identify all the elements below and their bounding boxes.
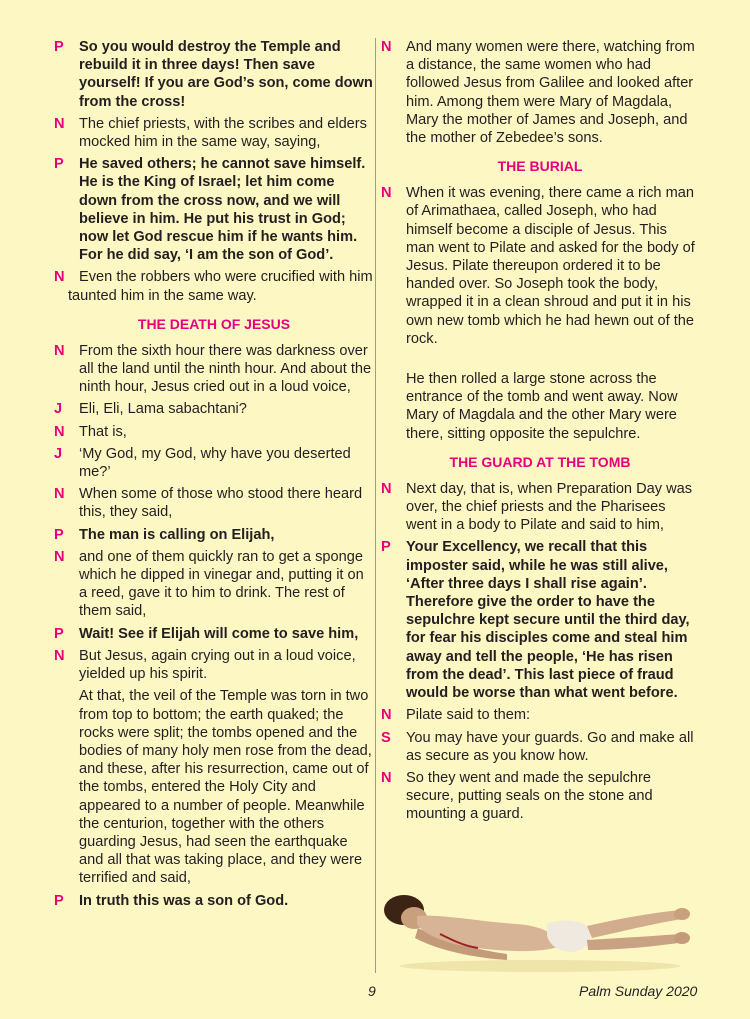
reading-text: You may have your guards. Go and make all as secure as you know how. bbox=[406, 729, 694, 764]
column-divider bbox=[375, 38, 376, 973]
footer-title: Palm Sunday 2020 bbox=[579, 983, 698, 999]
reading-text: Pilate said to them: bbox=[406, 707, 531, 724]
page-number: 9 bbox=[368, 983, 376, 999]
speaker-tag: N bbox=[381, 707, 392, 724]
reading-text: So you would destroy the Temple and rebuild it in three days! Then save yourself! If you are God’s son, come down from the cross! bbox=[79, 39, 373, 110]
speaker-tag: N bbox=[54, 548, 65, 565]
speaker-tag: P bbox=[54, 156, 64, 173]
narration-continuation: He then rolled a large stone across the entrance of the tomb and went away. Now Mary of Magdala and the other Mary were there, sitting opposite the sepulchre. bbox=[406, 371, 678, 442]
speaker-tag: P bbox=[381, 539, 391, 556]
reading-line bbox=[54, 445, 374, 481]
speaker-tag: P bbox=[54, 39, 64, 55]
reading-line bbox=[381, 184, 699, 348]
speaker-tag: P bbox=[54, 892, 64, 909]
left-column bbox=[54, 38, 374, 914]
reading-line bbox=[54, 400, 374, 418]
reading-text: When it was evening, there came a rich man of Arimathaea, called Joseph, who had himself become a disciple of Jesus. This man went to Pilate and asked for the body of Jesus. Pilate thereupon ordered it to be handed over. So Joseph took the body, wrapped it in a clean shroud and put it in his own new tomb which he had hewn out of the rock. bbox=[406, 185, 695, 347]
reading-text: and one of them quickly ran to get a sponge which he dipped in vinegar and, putting it on a reed, gave it to him to drink. The rest of them said, bbox=[79, 548, 364, 620]
reading-line bbox=[54, 115, 374, 151]
reading-line bbox=[54, 625, 374, 643]
reading-text: He saved others; he cannot save himself. He is the King of Israel; let him come down from the cross now, and we will believe in him. He put his trust in God; now let God rescue him if he wants him. For he did say, ‘I am the son of God’. bbox=[79, 156, 366, 264]
speaker-tag: N bbox=[381, 39, 392, 55]
reading-line bbox=[54, 268, 374, 304]
reading-line bbox=[381, 38, 699, 147]
reading-line bbox=[54, 526, 374, 544]
speaker-tag: P bbox=[54, 625, 64, 642]
speaker-tag: N bbox=[54, 269, 65, 286]
reading-line bbox=[54, 155, 374, 264]
speaker-tag: J bbox=[54, 445, 63, 462]
speaker-tag: N bbox=[381, 480, 392, 497]
reading-text: Your Excellency, we recall that this imposter said, while he was still alive, ‘After three days I shall rise again’. Therefore give the order to have the sepulchre kept secure until the third day, for fear his disciples come and steal him away and tell the people, ‘He has risen from the dead’. This last piece of fraud would be worse than what went before. bbox=[406, 539, 690, 702]
reading-line bbox=[54, 38, 374, 111]
spacer bbox=[381, 352, 699, 370]
reading-text: That is, bbox=[79, 423, 127, 440]
section-heading: THE BURIAL bbox=[497, 158, 583, 175]
reading-text: ‘My God, my God, why have you deserted me?’ bbox=[79, 445, 351, 481]
reading-text: Next day, that is, when Preparation Day was over, the chief priests and the Pharisees went in a body to Pilate and said to him, bbox=[406, 480, 693, 534]
reading-text: And many women were there, watching from a distance, the same women who had followed Jesus from Galilee and looked after him. Among them were Mary of Magdala, Mary the mother of James and Joseph, and the mother of Zebedee’s sons. bbox=[406, 39, 695, 147]
speaker-tag: N bbox=[381, 769, 392, 786]
reading-text: Wait! See if Elijah will come to save him, bbox=[79, 625, 359, 642]
narration-continuation: At that, the veil of the Temple was torn in two from top to bottom; the earth quaked; the rocks were split; the tombs opened and the bodies of many holy men rose from the dead, and these, after his resurrection, came out of the tombs, entered the Holy City and appeared to a number of people. Meanwhile the centurion, together with the others guarding Jesus, had seen the earthquake and all that was taking place, and they were terrified and said, bbox=[79, 688, 372, 887]
reading-line bbox=[381, 729, 699, 765]
speaker-tag: J bbox=[54, 401, 63, 418]
speaker-tag: N bbox=[54, 486, 65, 503]
reading-text: So they went and made the sepulchre secure, putting seals on the stone and mounting a guard. bbox=[406, 769, 653, 823]
speaker-tag: N bbox=[54, 342, 65, 359]
reading-text: The man is calling on Elijah, bbox=[79, 526, 275, 543]
right-column bbox=[381, 38, 699, 828]
reading-line bbox=[381, 706, 699, 724]
speaker-tag: N bbox=[381, 185, 392, 202]
reading-line bbox=[381, 769, 699, 824]
reading-text: From the sixth hour there was darkness over all the land until the ninth hour. And about the ninth hour, Jesus cried out in a loud voice, bbox=[79, 342, 372, 396]
speaker-tag: S bbox=[381, 729, 391, 746]
reading-text: In truth this was a son of God. bbox=[79, 892, 289, 909]
reading-line bbox=[381, 480, 699, 535]
reading-line bbox=[381, 538, 699, 702]
reading-line bbox=[54, 892, 374, 910]
reading-text: But Jesus, again crying out in a loud voice, yielded up his spirit. bbox=[79, 647, 356, 683]
reading-line bbox=[54, 423, 374, 441]
reading-text: Eli, Eli, Lama sabachtani? bbox=[79, 401, 247, 418]
reading-line bbox=[54, 548, 374, 621]
section-heading: THE DEATH OF JESUS bbox=[137, 315, 291, 332]
reading-line bbox=[54, 485, 374, 521]
reading-line bbox=[54, 647, 374, 683]
reading-text: Even the robbers who were crucified with him taunted him in the same way. bbox=[68, 269, 373, 304]
reading-line bbox=[54, 342, 374, 397]
section-heading: THE GUARD AT THE TOMB bbox=[449, 453, 631, 470]
speaker-tag: N bbox=[54, 647, 65, 664]
speaker-tag: P bbox=[54, 526, 64, 543]
reading-text: When some of those who stood there heard this, they said, bbox=[79, 486, 363, 521]
reading-text: The chief priests, with the scribes and elders mocked him in the same way, saying, bbox=[79, 115, 367, 151]
speaker-tag: N bbox=[54, 115, 65, 132]
dead-christ-figure-image bbox=[382, 888, 694, 974]
speaker-tag: N bbox=[54, 423, 65, 440]
